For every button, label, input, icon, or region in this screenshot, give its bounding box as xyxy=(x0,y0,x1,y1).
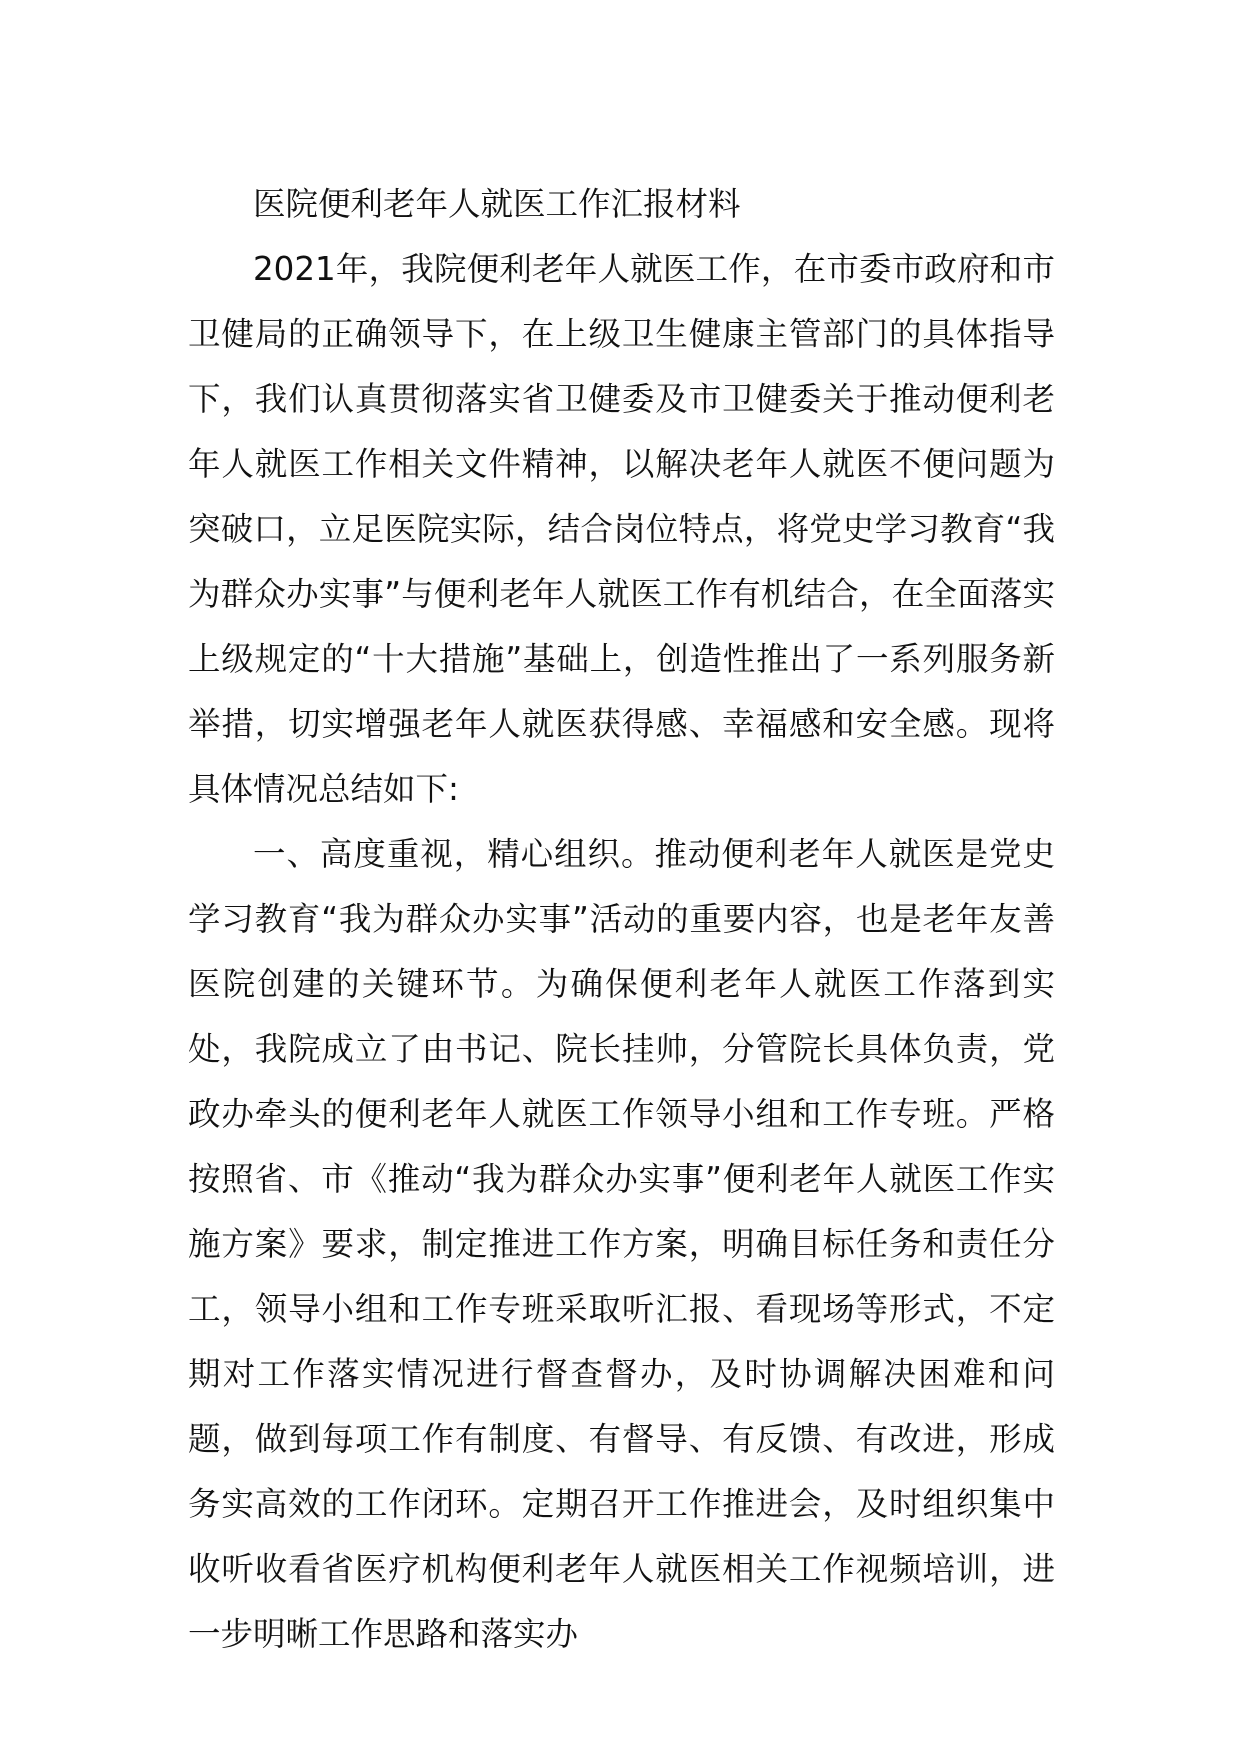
paragraph-section-one: 一、高度重视，精心组织。推动便利老年人就医是党史学习教育“我为群众办实事”活动的重要内容，也是老年友善医院创建的关键环节。为确保便利老年人就医工作落到实处，我院成立了由书记、院长挂帅，分管院长具体负责，党政办牵头的便利老年人就医工作领导小组和工作专班。严格按照省、市《推动“我为群众办实事”便利老年人就医工作实施方案》要求，制定推进工作方案，明确目标任务和责任分工，领导小组和工作专班采取听汇报、看现场等形式，不定期对工作落实情况进行督查督办，及时协调解决困难和问题，做到每项工作有制度、有督导、有反馈、有改进，形成务实高效的工作闭环。定期召开工作推进会，及时组织集中收听收看省医疗机构便利老年人就医相关工作视频培训，进一步明晰工作思路和落实办 xyxy=(188,835,1055,1653)
document-title: 医院便利老年人就医工作汇报材料 xyxy=(253,185,741,223)
paragraph-intro: 2021年，我院便利老年人就医工作，在市委市政府和市卫健局的正确领导下，在上级卫生健康主管部门的具体指导下，我们认真贯彻落实省卫健委及市卫健委关于推动便利老年人就医工作相关文件精神，以解决老年人就医不便问题为突破口，立足医院实际，结合岗位特点，将党史学习教育“我为群众办实事”与便利老年人就医工作有机结合，在全面落实上级规定的“十大措施”基础上，创造性推出了一系列服务新举措，切实增强老年人就医获得感、幸福感和安全感。现将具体情况总结如下: xyxy=(188,250,1055,808)
document-body xyxy=(188,172,1055,1667)
